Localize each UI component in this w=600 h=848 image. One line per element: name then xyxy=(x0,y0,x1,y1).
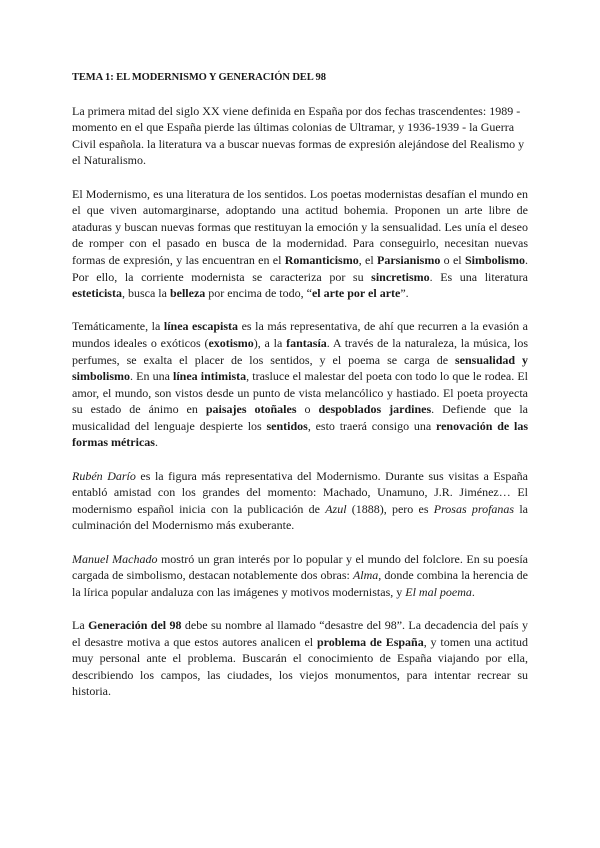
term-generacion-98: Generación del 98 xyxy=(88,618,182,632)
text: . xyxy=(154,435,158,450)
term-arte-por-el-arte: el arte por el arte xyxy=(311,286,401,301)
text: . Es una literatura xyxy=(429,269,528,284)
text: . A través de la naturaleza, la música, los perfumes, se exalta el placer de los sentidos, y el poema se carga de xyxy=(72,335,529,367)
paragraph-ruben-dario xyxy=(72,468,528,534)
text: , y tomen una actitud muy personal ante el problema. Buscarán el conocimiento de España viajando por ella, describiendo los campos, las ciudades, los viejos monumentos, para intentar recrear su historia. xyxy=(72,634,528,699)
paragraph-tematica xyxy=(72,318,528,451)
paragraph-intro: La primera mitad del siglo XX viene definida en España por dos fechas trascendentes: 1989 - momento en el que España pierde las últimas colonias de Ultramar, y 1936-1939 - la Guerra Civil española. la literatura va a buscar nuevas formas de expresión alejándose del Realismo y el Naturalismo. xyxy=(72,103,525,168)
term-sensualidad-simbolismo: sensualidad y simbolismo xyxy=(72,352,528,384)
term-sentidos: sentidos xyxy=(266,418,308,433)
term-romanticismo: Romanticismo xyxy=(284,252,359,267)
document-page xyxy=(72,70,528,717)
work-el-mal-poema: El mal poema xyxy=(405,584,472,599)
author-ruben-dario: Rubén Darío xyxy=(72,468,136,483)
text: es la figura más representativa del Modernismo. Durante sus visitas a España entabló amistad con los grandes del momento: Machado, Unamuno, J.R. Jiménez… El modernismo español inicia con la publicación de xyxy=(72,468,528,516)
term-belleza: belleza xyxy=(169,286,206,301)
paragraph-modernismo xyxy=(72,186,528,302)
text: (1888), pero es xyxy=(346,501,434,516)
text: o el xyxy=(440,252,465,267)
text: o xyxy=(296,402,319,417)
text: Temáticamente, la xyxy=(72,319,164,334)
text: , esto traerá consigo una xyxy=(307,418,436,433)
term-problema-espana: problema de España xyxy=(316,634,424,649)
paragraph-manuel-machado xyxy=(72,551,528,601)
work-azul: Azul xyxy=(325,501,347,516)
text: mostró un gran interés por lo popular y el mundo del folclore. En su poesía cargada de simbolismo, destacan notablemente dos obras: xyxy=(72,551,528,583)
text: es la más representativa, de ahí que recurren a la evasión a mundos ideales o exóticos ( xyxy=(72,319,529,350)
text: ), a la xyxy=(253,335,287,350)
text: . Defiende que la musicalidad del lenguaje despierte los xyxy=(72,402,529,433)
text: El Modernismo, es una literatura de los sentidos. Los poetas modernistas desafían el mundo en el que viven automarginarse, adoptando una actitud bohemia. Proponen un arte libre de ataduras y buscan nuevas formas que restituyan la emoción y la sensualidad. Les unía el deseo de romper con el pasado en busca de la modernidad. Para conseguirlo, necesitan nuevas formas de expresión, y las encuentran en el xyxy=(72,186,528,267)
work-prosas-profanas: Prosas profanas xyxy=(433,501,515,516)
term-fantasia: fantasía xyxy=(286,335,327,350)
text: , trasluce el malestar del poeta con todo lo que le rodea. El amor, el mundo, son vistos desde un punto de vista melancólico y hastiado. El poeta proyecta su estado de ánimo en xyxy=(72,369,528,417)
text: debe su nombre al llamado “desastre del 98”. La decadencia del país y el desastre motiva a que estos autores analicen el xyxy=(72,618,528,649)
term-sincretismo: sincretismo xyxy=(371,269,430,284)
text: ”. xyxy=(400,286,409,301)
text: , donde combina la herencia de la lírica popular andaluza con las imágenes y motivos modernistas, y xyxy=(72,568,528,599)
term-parnasianismo: Parsianismo xyxy=(377,252,441,267)
text: . Por ello, la corriente modernista se caracteriza por su xyxy=(72,252,528,284)
term-despoblados-jardines: despoblados jardines xyxy=(318,402,432,417)
text: por encima de todo, “ xyxy=(205,286,312,301)
text: . En una xyxy=(130,369,173,384)
term-exotismo: exotismo xyxy=(208,335,254,350)
term-esteticista: esteticista xyxy=(72,286,122,301)
work-alma: Alma xyxy=(352,568,379,583)
author-manuel-machado: Manuel Machado xyxy=(72,551,158,566)
paragraph-generacion-98 xyxy=(72,617,528,700)
text: La xyxy=(72,618,89,632)
term-paisajes-otonales: paisajes otoñales xyxy=(205,402,297,417)
text: , busca la xyxy=(121,286,170,301)
term-linea-escapista: línea escapista xyxy=(163,319,239,334)
term-linea-intimista: línea intimista xyxy=(173,369,247,384)
term-simbolismo: Simbolismo xyxy=(464,252,525,267)
text: la culminación del Modernismo más exuberante. xyxy=(72,501,528,533)
term-renovacion-metricas: renovación de las formas métricas xyxy=(72,418,528,450)
text: , el xyxy=(358,252,378,267)
text: . xyxy=(471,584,475,599)
document-title: TEMA 1: EL MODERNISMO Y GENERACIÓN DEL 98 xyxy=(72,72,326,83)
